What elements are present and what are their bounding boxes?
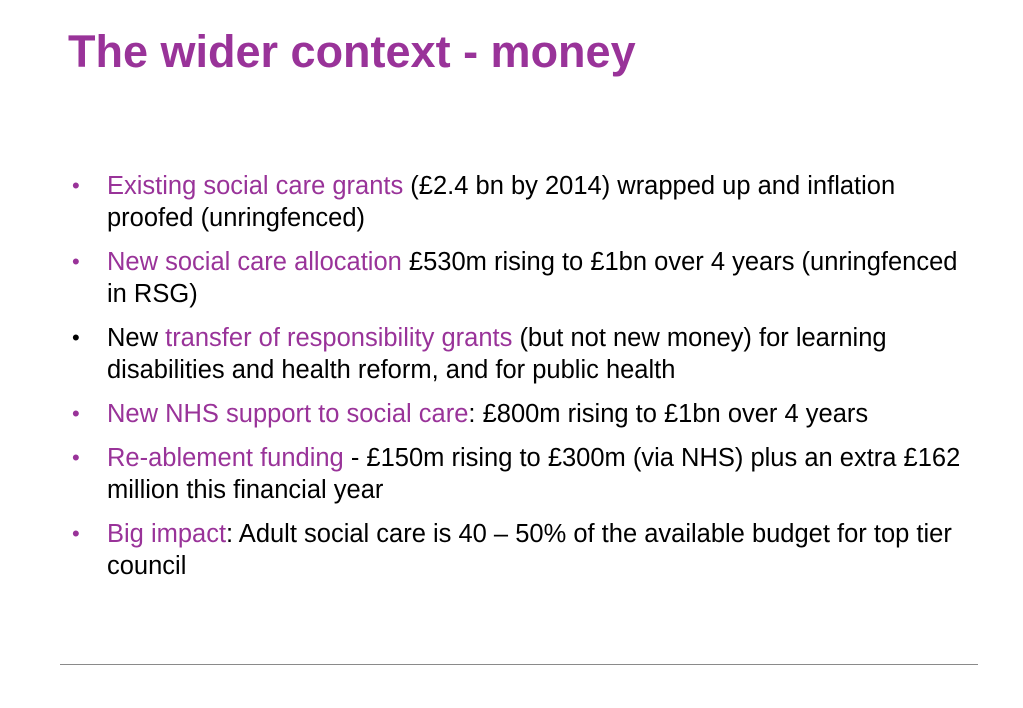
bullet-text: (£2.4 bn by 2014) wrapped up and inflation proofed (unringfenced) [107,172,896,232]
bullet-item [70,246,970,310]
bullet-item [70,322,970,386]
bullet-icon: • [72,249,80,274]
bullet-text: : £800m rising to £1bn over 4 years [468,400,869,428]
bullet-highlight: Existing social care grants [107,172,404,200]
bullet-text: £530m rising to £1bn over 4 years (unringfenced in RSG) [107,248,958,308]
bullet-item [70,442,970,506]
bullet-highlight: New social care allocation [107,248,402,276]
bullet-icon: • [72,445,80,470]
bullet-item [70,518,970,582]
bullet-text: : Adult social care is 40 – 50% of the available budget for top tier council [107,520,952,580]
bullet-icon: • [72,325,80,350]
bullet-highlight: Re-ablement funding [107,444,344,472]
bullet-highlight: Big impact [107,520,227,548]
bullet-icon: • [72,521,80,546]
footer-divider [60,664,978,665]
bullet-item [70,398,970,430]
bullet-list [70,170,970,594]
bullet-highlight: New NHS support to social care [107,400,469,428]
slide-title: The wider context - money [68,26,636,77]
bullet-icon: • [72,173,80,198]
bullet-lead: New [107,324,166,352]
bullet-text: (but not new money) for learning disabilities and health reform, and for public health [107,324,887,384]
bullet-icon: • [72,401,80,426]
bullet-text: - £150m rising to £300m (via NHS) plus an extra £162 million this financial year [107,444,961,504]
bullet-item [70,170,970,234]
bullet-highlight: transfer of responsibility grants [165,324,513,352]
